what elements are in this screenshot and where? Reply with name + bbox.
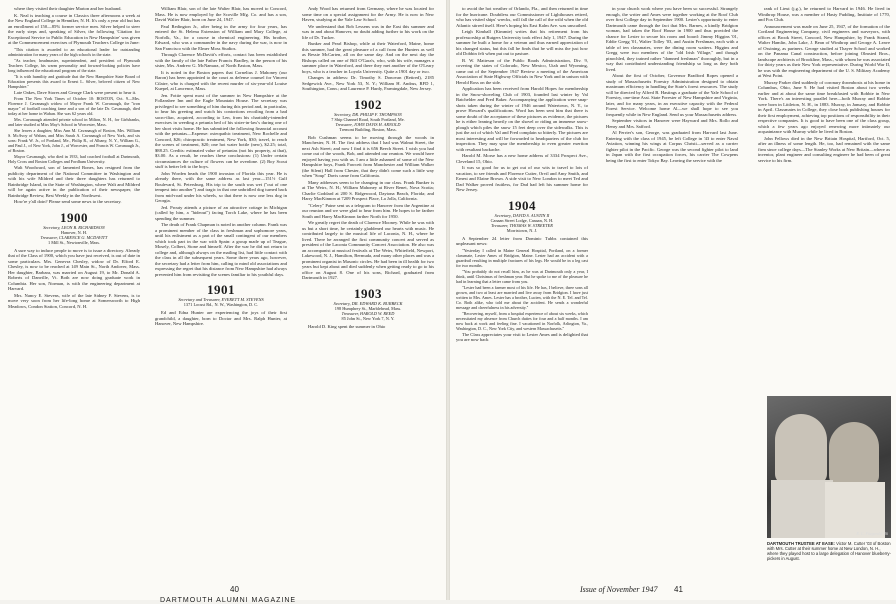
- paragraph: Harold D. King spent the summer in Ohio: [308, 323, 386, 329]
- citation-quote: "As teacher, headmaster, superintendent, and president of Plymouth Teachers College, his warm personality and forward-looking policies have long influenced the educational program of the state.: [8, 57, 140, 73]
- paragraph: How're y'all doin? Please send some news to the secretary.: [14, 199, 122, 204]
- letter-quote: "Lester had been a farmer most of his life. He has, I believe, three sons all grown, and two at least are married and live away from Bridgton. I have just written to Mrs. Ames. Lester has a brother, Lucien, with the N. E. Tel. and Tel. Co. Both alike, who told me about the accident. He sends a wonderful message and cheerfulness in his adversity.": [456, 284, 588, 310]
- class-year: 1902: [354, 96, 382, 112]
- photo-figure-woman: [829, 422, 879, 486]
- paragraph: John Worden heads the 1900 invasion of Florida this year. He is already there, with the same address as last year—151½ Gulf Boulevard, St. Petersburg. His trip to the south was wet ("out of one tempest into another") and tragic in that one unbridled dog turned back from mid-road under his wheels, so that there is now one less dog in Georgia.: [155, 170, 287, 203]
- paragraph: We greatly regret the death of Clarence Mooney. While he was with us but a short time, he certainly gladdened our hearts with music. He contributed largely to the musical life of Laconia, N. H., where he lived. There he arranged the first community concert and served as president of the Laconia Community Concert Association. He also was an accompanist at musical festivals at The Weirs, Whitefield, Newport, Lakewood, N. J., Hamilton, Bermuda, and many other places and was a prominent organist in Masonic circles. He had been in ill health for two years but kept about and died suddenly when getting ready to go to his office on August 8. One of his sons, Richard, graduated from Dartmouth in 1927.: [302, 220, 434, 280]
- paragraph: A September 24 letter from Dominic Tubbs contained this unpleasant news:: [456, 235, 588, 246]
- class-treasurer: Treasurer, HAROLD W. REED: [341, 310, 395, 316]
- class-address: 198 Humphrey St., Marblehead, Mass.: [334, 305, 402, 311]
- paragraph: Andy Wood has returned from Germany, where he was located for some time on a special assignment for the Army. He is now in New Haven, studying at the Yale Law School.: [302, 6, 434, 22]
- class-treasurer-address: Morristown, N. J.: [506, 227, 538, 233]
- paragraph: About the first of October, Governor Bradford Ropes opened a study of Massachusetts Forestry Administration designed to obtain maximum efficiency in handling the State's forest resources. The study will be directed by Alfred B. Hastings a graduate of the Yale School of Forestry, one-time Asst. State Forester of New Hampshire and Virginia, later, and for many years, in an executive capacity with the Federal Forest Service. Welcome home Al—we shall hope to see you frequently while in New England. Send us your Massachusetts address.: [606, 73, 738, 117]
- paragraph: Application has been received from Harold Hopes for membership in the Snow-shoveling Club of 1903, founded last winter by Val Batchelder and Fred Baker. Accompanying the application were snap-shots taken during the winter of 1946 around Watertown, N. Y., to prove Howard's qualifications. Word has been sent him that there is some doubt of the acceptance of these pictures as evidence, the pictures he is either leaning heavily on the shovel or riding an immense snow-plough which piles the snow 15 feet deep over the sidewalks. This is just the act of which Val and Fred complain so bitterly. The pictures are most interesting and will be forwarded to headquarters of the club for inspection. They may spur the membership to even greater exertion with resultant backache.: [456, 86, 588, 152]
- left-page: [0, 0, 446, 604]
- class-address: Canaan Street Lodge, Canaan, N. H.: [490, 217, 554, 223]
- class-year: 1900: [60, 209, 88, 225]
- class-year: 1901: [207, 282, 235, 297]
- class-secretary: Secretary, DR. EDWARD K. BURBECK: [333, 300, 403, 306]
- class-address: Hanover, N. H.: [60, 229, 88, 235]
- paragraph: rank of Lieut (j.g.), he returned to Harvard in 1946. He lived in Winthrop House, was a member of Hasty Pudding, Institute of 1770, and Fox Club.: [758, 6, 890, 22]
- class-treasurer-address: 85 John St., New York 7, N. Y.: [341, 315, 395, 321]
- paragraph: Mrs. Nancy E. Stevens, wife of the late Sidney F. Stevens, is to move very soon from her life-long home at Somersworth to High Meadows, Condon Station, Concord, N. H.: [8, 292, 140, 309]
- photo-shirt: [825, 482, 885, 538]
- paragraph: It was so good for us to get out of our wits to travel to lots of vacation, to see friends and Florence Cutter, Orvil and Amy Smith, and Ernest and Elaine Brown. A side visit to New London to meet Ted and Dad Walker proved fruitless, for Dad had left his summer home for New Jersey.: [456, 165, 588, 192]
- paragraph: It is noted in the Boston papers that Cornelius J. Mahoney (our Baron) has been appointed to the court as defense counsel for Vincent Cilaire, who is charged with the recent murder of six-year-old Louise Kuepel, at Lawrence, Mass.: [155, 69, 287, 91]
- paragraph: Jen. Fottie spent most of the summer in New Hampshire at the Follansbee Inn and the Eagle Mountain House. The secretary was privileged to see something of him during this period and, in particular, to hear his greeting and watch his contortions recoiling from a bad sacro-iliac, acquired, according to Len, from his charitably-intended exercises in weeding a petunia bed of his sister-in-law's during one of her short visits home. He has submitted the following financial account with the petunias—Expense: osteopathic treatment, New Rochelle and Concord, $26; chiropractic treatment, New York, $30; travel, to reach the scenes of treatment, $20; one hot water bottle (new), $2.25; total, $88.25. Credits: estimated value of petunias (not his property, at that), $3.00. As a result, he reaches these conclusions: (1) Under certain circumstances the culture of flowers can be overdone. (2) Boy Scout stuff is better left to the boys.: [155, 92, 287, 169]
- paragraph: Jed. Prouty attends a picture of an attractive cottage in Michigan (called by him, a "hideout") facing Torch Lake, where he has been spending the summer.: [155, 204, 287, 221]
- paragraph: Walt Woodward, son of lamented Bones, has resigned from the publicity department of the National Committee in Washington and with his wife Mildred and their three daughters has returned to Bainbridge Island, in the State of Washington, where Walt and Mildred will be again active in the publication of their newspaper, the Bainbridge Review, Best Weekly in the Northwest.: [8, 165, 140, 198]
- class-treasurer-address: 1 Mill St., Newtonville, Mass.: [47, 239, 101, 245]
- paragraph: William Blair, son of the late Walter Blair, has moved to Concord, Mass. He is now employed by the Scoville Mfg. Co. and has a son, David Walter Blair, born on June 24, 1947.: [155, 6, 287, 22]
- paragraph: Leigh Kimball (Kimmie) writes that his retirement from his professorship at Rutgers University took effect July 1, 1947. During the summer he built a home for a veteran and thus earned appreciation of his changed status, but this fall he finds that he will miss the just how old Dobbin felt when put out to pasture.: [456, 29, 588, 56]
- news-excerpt: Mayor Cavanaugh, who died in 1933, had coached football at Dartmouth, Holy Cross and Boston Colleges and Fordham University.: [8, 154, 140, 164]
- class-secretary: Secretary, LEON B. RICHARDSON: [43, 224, 105, 230]
- photo-credit: R. C. Fitzgerald '36: [856, 531, 888, 536]
- news-excerpt: From The New York Times of October 10: BOSTON, Oct. 9—Mrs. Florence J. Cavanaugh widow of Mayor Frank W. Cavanaugh, the "iron mayor" of football coaching fame and a son of the late Dr. Cavanaugh, died today at her home in Waban. She was 62 years old.: [8, 96, 140, 116]
- class-address: 1371 Locust Rd., N. W., Washington, D. C.: [183, 302, 259, 307]
- paragraph: Through Clarence McDavitt's efforts, contact has been established with the family of the late Father Francis Bradley, in the person of his sister, Mrs. Andrew G. McNamara, of North Easton, Mass.: [155, 52, 287, 68]
- paragraph: September visitors in Hanover were Hayward and Mrs. Rollo and Henry and Mrs. Safford.: [606, 118, 738, 129]
- citation-quote: "It is with humility and gratitude that the New Hampshire State Board of Education presents this award to Ernest L. Silver, beloved citizen of New Hampshire.": [8, 73, 140, 89]
- caption-title: DARTMOUTH TRUSTEE AT EASE:: [767, 541, 835, 546]
- trustee-photo: [767, 396, 891, 538]
- paragraph: where they visited their daughter Marion and her husband.: [14, 6, 122, 11]
- class-secretary: Secretary and Treasurer, EVERETT M. STEVENS: [178, 297, 264, 302]
- letter-quote: "Yesterday I called in Maine General Hospital, Portland, on a former classmate, Lester Ames of Bridgton, Maine. Lester had an accident with a guardrail resulting in multiple fractures of his legs. He would be in a leg cast for two months.: [456, 247, 588, 268]
- paragraph: to avoid the hot weather of Orlando, Fla., and then returned in time for the hurricane. Doubtless our Commissioner of Lighthouses retired, who has visited ships' wrecks, will fall the call of the wild when the old Atlantic stirred itself. Here's hoping his East Kalm Ave. was unscathed.: [456, 6, 588, 28]
- paragraph: John Fellows died in the New Britain Hospital, Hartford, Oct. 5, after an illness of some length. He, too, had remained with the same firm since college days—The Stanley Works at New Britain—where as inventor, plant engineer and consulting engineer he had been of great service to his firm.: [758, 135, 890, 163]
- class-header-1900: [8, 211, 140, 245]
- paragraph: The death of Frank Chapman is noted in another column. Frank was a prominent member of the class in freshman and sophomore years, until his enlistment as a part of the small contingent of our members which took part in the war with Spain: a group made up of Teague, Mosely, Colbert, Stone and himself. After the war he did not return to college and, although always on the mailing list, had little contact with the class in all the subsequent years. Some three years ago, however, the secretary had a letter from him, calling to mind old associations and expressing the regret that his distance from New Hampshire had always prevented him from revisiting the scenes familiar to his youthful days.: [155, 222, 287, 277]
- paragraph: Murray Parker died suddenly of coronary thrombosis at his home in Columbus, Ohio, June 9. He had visited Boston about two weeks earlier and at about the same time breakfasted with Robbie in New York. There's an interesting parallel here—both Murray and Robbie were born in Littleton, N. H., in 1883. Murray, in January, and Robbie in April. Classmates in College, they close book publishing houses for their first employment, achieving top positions of responsibility in their respective companies. It is good to have been one of the class group, which a few years ago enjoyed renewing more intimately our acquaintance with Murray while he lived in Boston.: [758, 79, 890, 134]
- left-col-2: [155, 6, 287, 328]
- left-col-1: [8, 6, 140, 310]
- photo-caption: [767, 541, 891, 561]
- paragraph: Harold M. Morse has a new home address of 3334 Prospect Ave., Cleveland 15, Ohio.: [456, 153, 588, 164]
- class-treasurer-address: Tremont Building, Boston, Mass.: [339, 126, 397, 132]
- paragraph: K. Neal is teaching a course in Classics three afternoons a week at the New England College in Henniker, N. H. It's only a year old but has an enrollment of 150—85% former service men. Silver helped to steer the early steps and, speaking of Silver, the following 'Citation for Exceptional Service to Public Education in New Hampshire' was given at the Commencement exercises of Plymouth Teachers College in June:: [8, 12, 140, 45]
- class-header-1901: [155, 283, 287, 307]
- class-treasurer: Treasurer, THOMAS W. STREETER: [491, 222, 553, 228]
- paragraph: Late Oakes, Dave Stores and George Clark were present to hear it.: [14, 89, 137, 95]
- paragraph: The Class appreciates your visit to Lester Ames and is delighted that you are now back: [456, 331, 588, 342]
- paragraph: Ed and Edna Hunter are experiencing the joys of their first grandchild, a daughter, born to Doctor and Mrs. Ralph Hunter, at Hanover, New Hampshire.: [155, 310, 287, 326]
- class-secretary: Secretary, DR. PHILIP F. THOMPSON: [334, 111, 402, 117]
- paragraph: We understand that Bob Lessens was in the East this summer and was in and about Hanover, no doubt adding further to his work on the life of Dr. Tucker.: [302, 23, 434, 40]
- letter-quote: "You probably do not recall him, as he was at Dartmouth only a year, I think, until Christmas of freshman year. But he spoke to me of the pleasure he had in learning that a letter came from you.: [456, 268, 588, 284]
- letter-quote: "Recovering, myself, from a hospital experience of about six weeks, which necessitated my absence from Church duties for four and a half months. I am now back at work and feeling fine. I vacationed in Norfolk, Arlington, Va., Washington, D. C., New York City, and western Massachusetts.": [456, 310, 588, 331]
- magazine-footer: DARTMOUTH ALUMNI MAGAZINE: [160, 597, 297, 604]
- class-year: 1903: [354, 285, 382, 301]
- citation-quote: "This citation is awarded to an educational leader for outstanding administration for many years of the high schools in the state.: [8, 46, 140, 57]
- paragraph: Paul Redington Jr., after being in the army for four years, has entered the St. Helena Extension of William and Mary College, at Norfolk, Va., for a course in chemical engineering. His brother, Edward, who was a commander in the navy during the war, is now in San Francisco with the Elmer Moss Studios.: [155, 23, 287, 51]
- class-address: 7 Ship Channel Road, South Portland, Me.: [331, 116, 405, 122]
- page-number-left: 40: [230, 585, 239, 594]
- class-treasurer: Treasurer, CLARENCE G. MCDAVITT: [40, 234, 108, 240]
- paragraph: Announcement was made on June 25, 1947, of the formation of the Cortland Engineering Company, civil engineers and surveyors, with offices at Brook Street, Concord, New Hampshire, by Frank Strand, Walter Hamlin, John Lake, J. Bean of Winthrop and George A. Leave of Ossining, as partners. George studied at Thayer School and worked on the Panama Canal construction, before joining Olmsted Bros., landscape architects of Brookline, Mass., with whom he was associated for thirty years as their New York representative. During World War II, he was with the engineering department of the U. S. Military Academy at West Point.: [758, 23, 890, 78]
- page-number-right: 41: [674, 585, 683, 594]
- right-col-1: [456, 6, 588, 344]
- issue-date: Issue of November 1947: [580, 585, 658, 594]
- paragraph: Bunker and Pearl Bishop, while at their Waterford, Maine, home this summer, had the great pleasure of a call from the Hunters as well as Bessie McCarten, all on the same day. And on the next day the Bishops called on one of Bill O'Gara's, who, with his wife, manages a summer place in Waterford, and there they met another of the O'Leary boys, who is a teacher in Loyola University. Quite a 1901 day or two.: [302, 41, 434, 74]
- class-header-1903: [302, 287, 434, 321]
- paragraph: Changes in address: Dr. Timothy S. Donovan (Retired), 2185 Sedgewick Ave., New York 53, N. Y.; William H. Andrus, RFD 1, Southington, Conn.; and Laurence P. Hardy, Farmingdale, New Jersey.: [302, 75, 434, 91]
- photo-figure-man: [775, 414, 827, 484]
- right-col-3: [758, 6, 890, 394]
- left-col-3: [302, 6, 434, 330]
- news-excerpt: She leaves a daughter, Miss Ann M. Cavanaugh of Boston, Mrs. William S. McAvoy of Waban, and Miss Sarah A. Cavanaugh of New York, and six sons: Frank W. Jr., of Portland, Me., Philip R., of Albany, N. Y., William G., and Paul J., of New York, John J., of Worcester, and Francis W. Cavanaugh Jr., of Boston.: [8, 128, 140, 153]
- paragraph: Al Ferrier's son, George, was graduated from Harvard last June. Entering with the class of 1945, he left College in '43 to enter Naval Aviation, winning his wings at Corpus Christi—served as a carrier fighter pilot in the Pacific. George was the second fighter pilot to land in Japan with the first occupation forces, his carrier The Cowpens being the first to enter Tokyo Bay. Leaving the service with the: [606, 130, 738, 163]
- class-year: 1904: [508, 197, 536, 213]
- class-treasurer: Treasurer, JOHN DAVIS H. ARNOLD: [335, 121, 401, 127]
- class-secretary: Secretary, DAVID S. AUSTIN II: [494, 212, 550, 218]
- photo-shirt: [771, 480, 833, 538]
- paragraph: "Celery" Paine sent us a telegram to Hanover from the Argentine at our reunion and we were glad to hear from him. He hopes to be farther South and Harry MacKinnon farther North for 1950.: [302, 202, 434, 219]
- left-col-1-paras: [8, 6, 140, 205]
- paragraph: A sure way to induce people to move is to issue a directory. Already that of the Class of 1900, which you have just received, is out of date in some particulars. Mrs. Genevra Chesley, widow of Dr. Elford E. Chesley, is now to be reached at 149 Main St., North Andover, Mass. Her daughter, Barbara, was married on August 19, to Mr. Donald A. Roberts of Danville, Vt. Both are now doing graduate work in Columbia. Her son, Norman, is with the engineering department at Harvard.: [8, 247, 140, 291]
- right-col-2: [606, 6, 738, 164]
- paragraph: Bob Cushman seems to be moving through the woods in Manchester, N. H. The first address that I had was Walnut Street, the next Ash Street; and now I find it is 656 Beech Street. I wish you had come out of the woods, Bob, and attended our reunion. We would have enjoyed having you with us. I am a little ashamed of some of the New Hampshire boys, Frank Fawcett from Manchester and William Walker (the Silent) Hall from Chester, that they didn't come such a little way when "Soup" Davis came from California.: [302, 134, 434, 178]
- class-header-1902: [302, 98, 434, 132]
- paragraph: in your church work where you have been so successful. Strangely enough, the writer and Ames were together working at the Roof Club over first College day in September 1900. Lester's opportunity to enter Dartmouth came through the fact that Mrs. Barnes, a kindly Bridgton woman, had taken the Roof House in 1900 and thus provided the chance for Lester to secure his room and board: Jimmy Higgins '01, Eddie Gregg '01, Walter Tolley '03, and Austin Freshman, each with a table of ten classmates, were the dining room waiters. Higgins and Gregg were two members of the "old Irish Village," and though pinochled, they trained rather "damned freshman" thoroughly, but in a way that contributed understanding friendship so long as they both lived.: [606, 6, 738, 72]
- news-excerpt: Mrs. Cavanaugh attended private school in Milton, N. H., for Girlsbanks, and later studied at Miss May's School in Worcester, Mass.: [8, 117, 140, 127]
- class-header-1904: [456, 199, 588, 233]
- paragraph: B. W. Matteson of the Public Roads Administration, Div. 9, covering the states of Colorado, New Mexico, Utah and Wyoming, came out of the September 1947 Review a meeting of the American Association of State Highway Officials in New York and in unison with Herold Ross on the side.: [456, 57, 588, 85]
- caption-text: Victor M. Cutter '03 of Boston with Mrs. Cutter at their summer home at New London, N. H., where they played host to a large delegation of Hanover blueberry-pickers in August.: [767, 541, 891, 561]
- paragraph: Many addresses seem to be changing in our class. Frank Bunker is at The Weirs, N. H.; William Mahoney at River Benet, Nova Scotia; Charlie Goddard at 200 S. Ridgewood, Daytona Beach, Florida; and Harry MacKinnon at 7209 Prospect Place, La Jolla, California.: [302, 179, 434, 201]
